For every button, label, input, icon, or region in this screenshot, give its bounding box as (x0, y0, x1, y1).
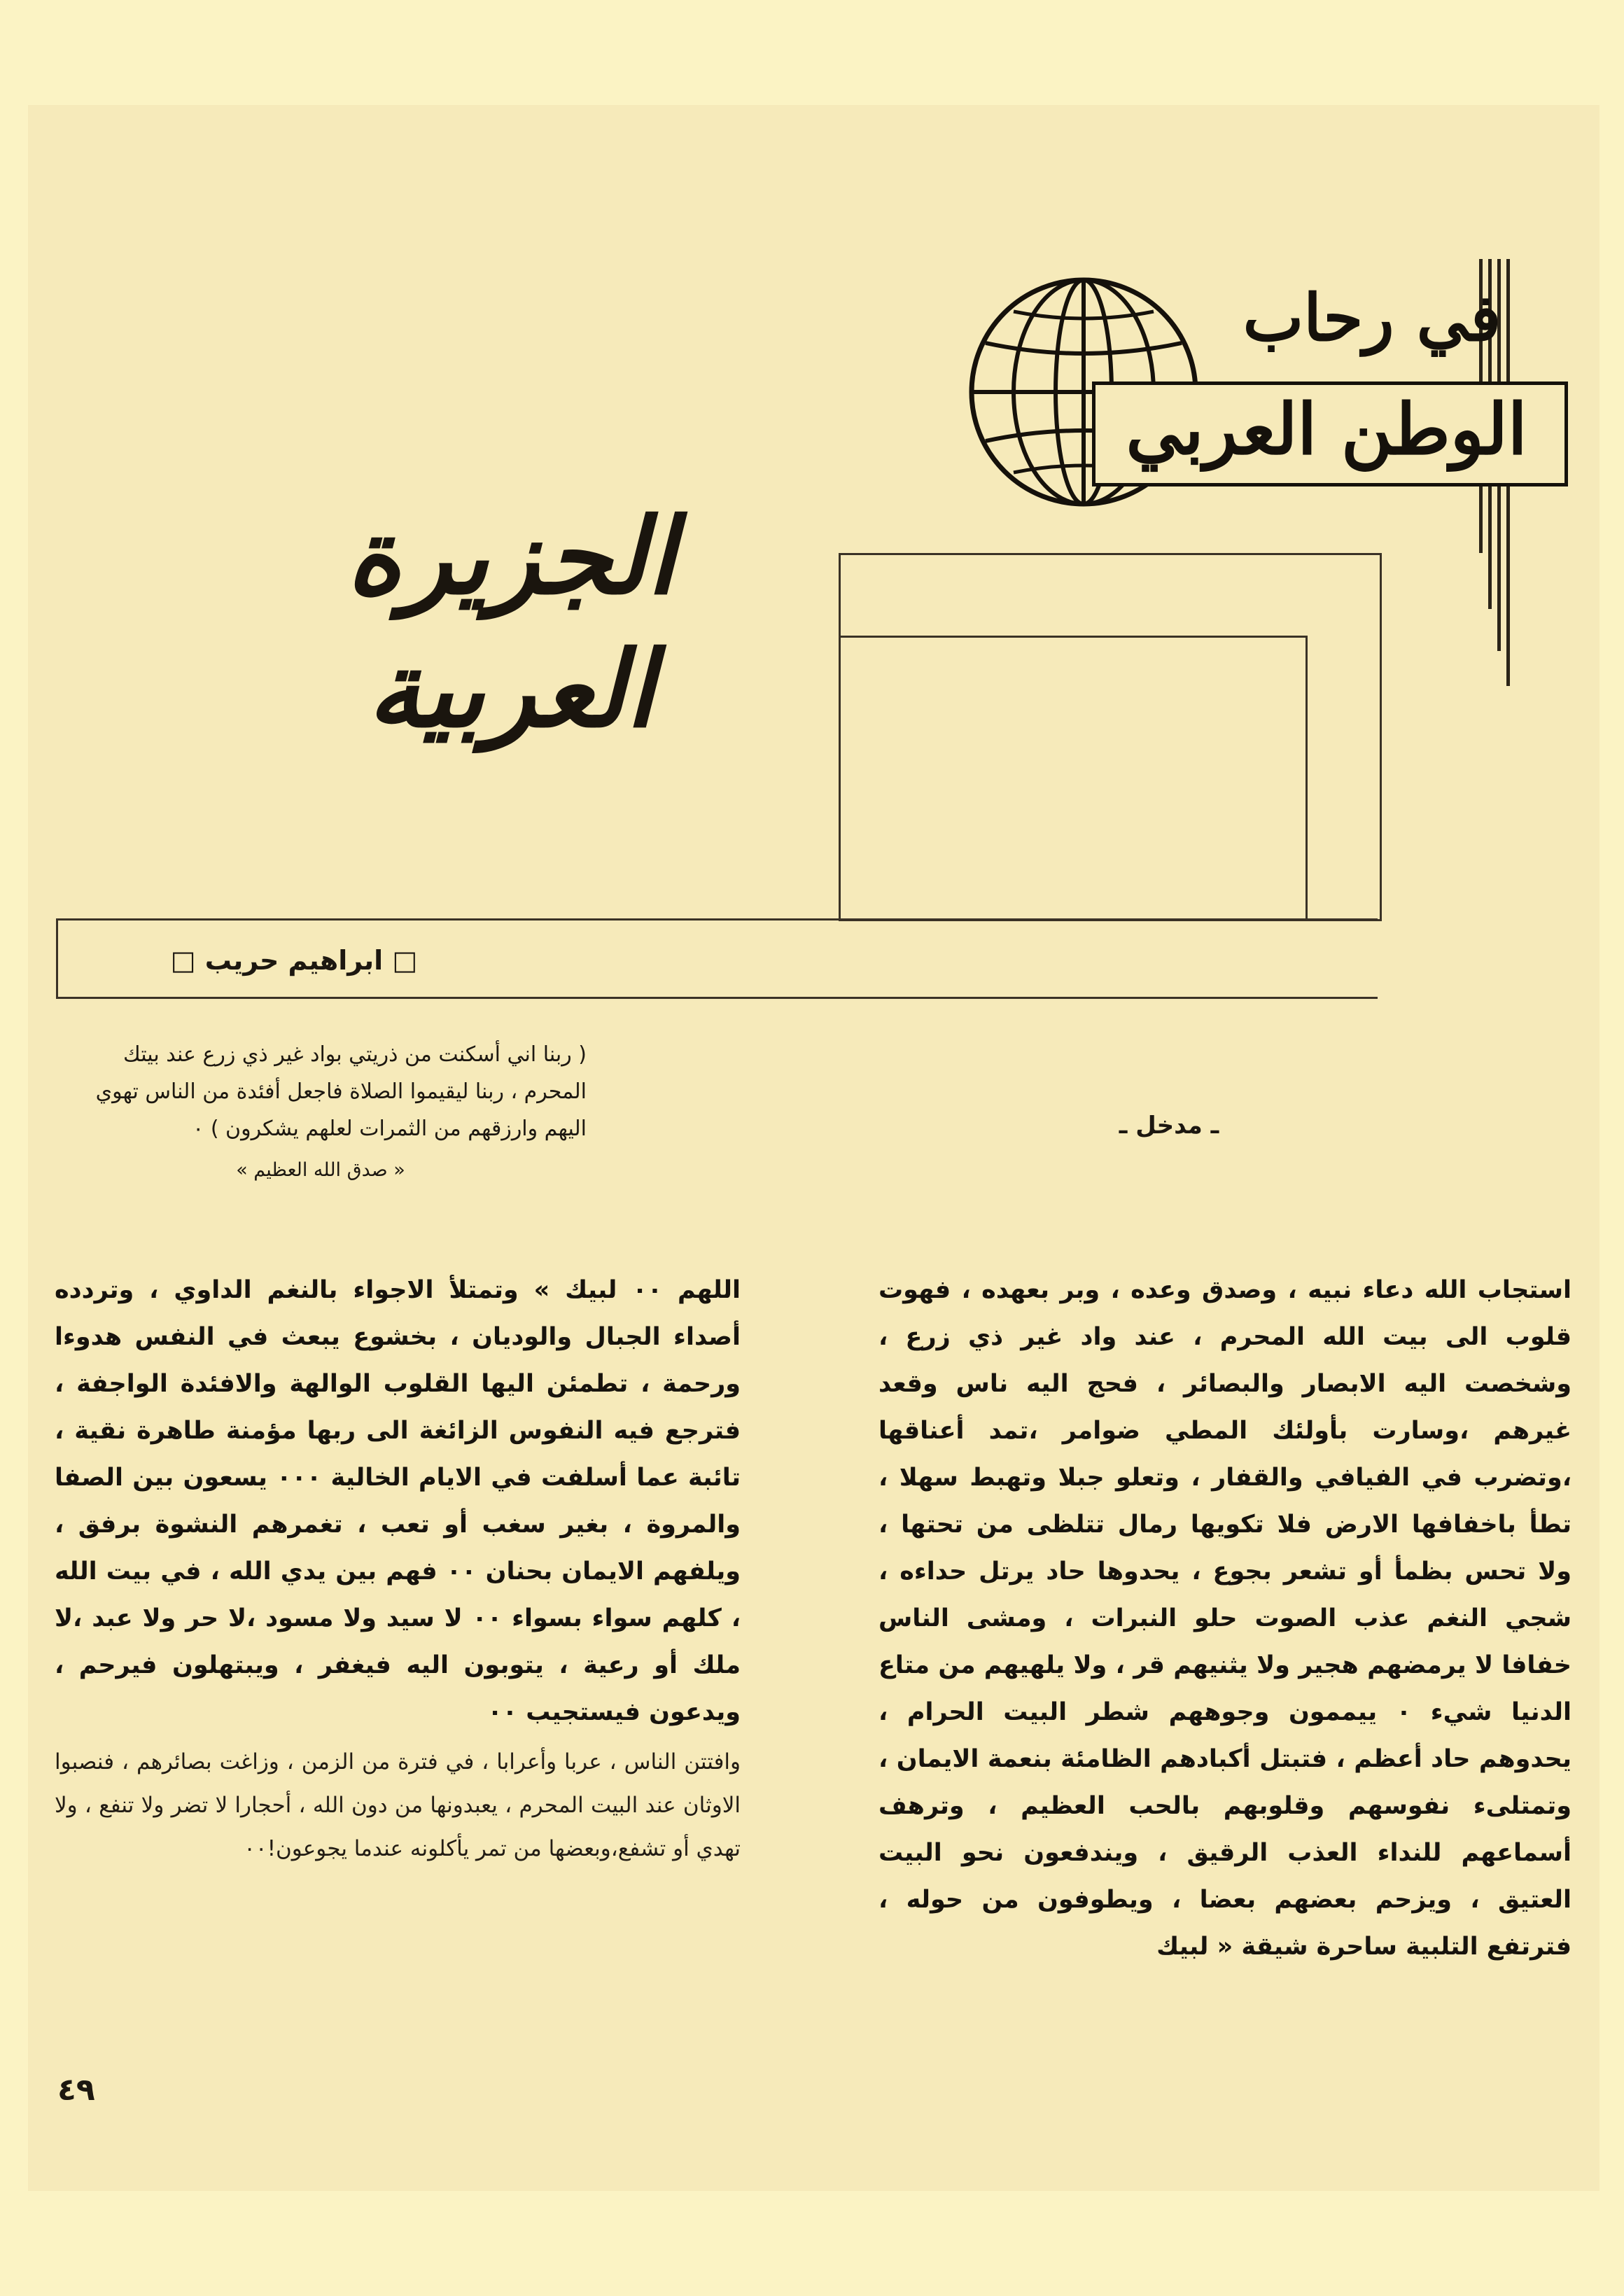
column-right-text: استجاب الله دعاء نبيه ، وصدق وعده ، وبر بعهده ، فهوت قلوب الى بيت الله المحرم ، عند واد غير ذي زرع ، وشخصت اليه الابصار والبصائر ، فحج اليه ناس وقعد غيرهم ،وسارت بأولئك المطي ضوامر ،تمد أعناقها ،وتضرب في الفيافي والقفار ، وتعلو جبلا وتهبط سهلا ، تطأ باخفافها الارض فلا تكويها رمال تتلظى من تحتها ، ولا تحس بظمأ أو تشعر بجوع ، يحدوها حاد يرتل حداءه ، شجي النغم عذب الصوت حلو النبرات ، ومشى الناس خفافا لا يرمضهم هجير ولا يثنيهم قر ، ولا يلهيهم من متاع الدنيا شيء ٠ ييممون وجوههم شطر البيت الحرام ، يحدوهم حاد أعظم ، فتبتل أكبادهم الظامئة بنعمة الايمان ، وتمتلىء نفوسهم وقلوبهم بالحب العظيم ، وترهف أسماعهم للنداء العذب الرقيق ، ويندفعون نحو البيت العتيق ، ويزحم بعضهم بعضا ، ويطوفون من حوله ، فترتفع التلبية ساحرة شيقة « لبيك (878, 1276, 1572, 1961)
title-rule-right (1306, 636, 1308, 919)
column-left-text: اللهم ٠٠ لبيك » وتمتلأ الاجواء بالنغم الداوي ، وتردده أصداء الجبال والوديان ، بخشوع يبعث في النفس هدوءا ورحمة ، تطمئن اليها القلوب الوالهة والافئدة الواجفة ، فترجع فيه النفوس الزائغة الى ربها مؤمنة طاهرة نقية ، تائبة عما أسلفت في الايام الخالية ٠٠٠ يسعون بين الصفا والمروة ، بغير سغب أو تعب ، تغمرهم النشوة برفق ، ويلفهم الايمان بحنان ٠٠ فهم بين يدي الله ، في بيت الله ، كلهم سواء بسواء ٠٠ لا سيد ولا مسود ،لا حر ولا عبد ،لا ملك أو رعية ، يتوبون اليه فيغفر ، ويبتهلون فيرحم ، ويدعون فيستجيب ٠٠ (55, 1276, 741, 1726)
page-number: ٤٩ (57, 2072, 95, 2108)
section-label: ـ مدخل ـ (1119, 1112, 1219, 1140)
epigraph-source: « صدق الله العظيم » (236, 1159, 405, 1181)
byline-box-top (56, 918, 1378, 920)
masthead-line1: في رحاب (1242, 280, 1502, 356)
title-rule-top (839, 636, 1308, 638)
article-title: الجزيرة العربية (346, 495, 676, 751)
byline-box-left (56, 918, 58, 999)
article-author: □ ابراهيم حريب □ (170, 945, 418, 976)
article-column-left (55, 1267, 741, 1870)
epigraph-text: ( ربنا اني أسكنت من ذريتي بواد غير ذي زرع عند بيتك المحرم ، ربنا ليقيموا الصلاة فاجعل أفئدة من الناس تهوي اليهم وارزقهم من الثمرات لعلهم يشكرون ) ٠ (95, 1042, 587, 1141)
column-left-continued-text: وافتتن الناس ، عربا وأعرابا ، في فترة من الزمن ، وزاغت بصائرهم ، فنصبوا الاوثان عند البيت المحرم ، يعبدونها من دون الله ، أحجارا لا تضر ولا تنفع ، ولا تهدي أو تشفع،وبعضها من تمر يأكلونه عندما يجوعون!٠٠ (55, 1749, 741, 1861)
article-column-right (878, 1267, 1572, 1970)
byline-box-bottom (56, 997, 1378, 999)
masthead-line2: الوطن العربي (1126, 388, 1527, 470)
epigraph-quote (55, 1036, 587, 1189)
